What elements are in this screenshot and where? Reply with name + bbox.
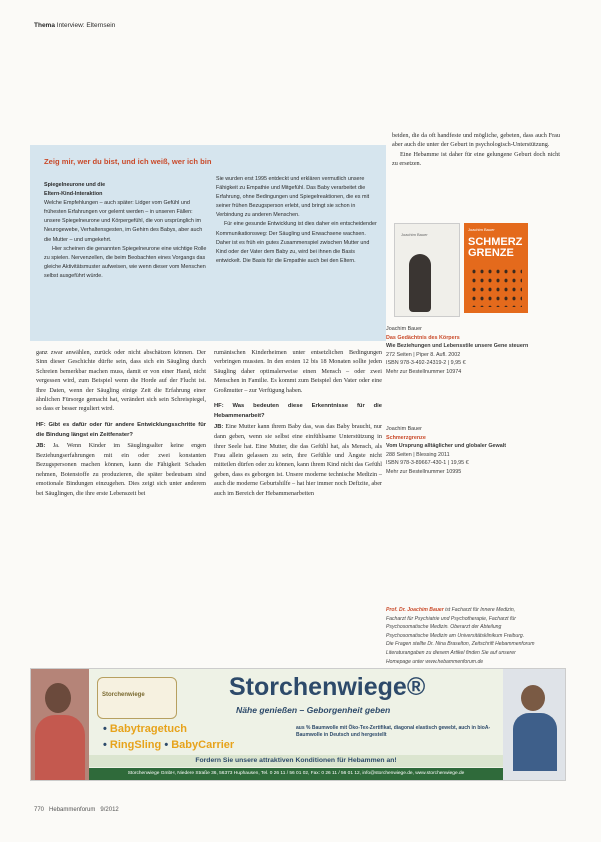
- info-box-paragraph: Für eine gesunde Entwicklung ist dies daher ein entscheidender Kommunikationsweg: Der Säugling und Erwachsene wachsen. Daher ist es früh ein gutes Zusammenspiel zwischen Mutter und Kind oder der Vater dem Baby zu, wird bei ihnen die Basis entwickelt. Die Basis für die Empathie auch bei den Eltern.: [216, 221, 377, 264]
- ad-contact-text: Storchenwiege GmbH, Niedere Straße 36, 56373 Huphausen, Tel. 0 26 11 / 56 01 02, Fax: 0 26 11 / 56 01 12, info@storchenwiege.de, www.storchenwiege.de: [127, 771, 465, 776]
- body-paragraph: ganz zwar anwählen, zurück oder nicht abschätzen können. Der Sinn dieser Geschichte dürfte sein, dass sich ein Säugling durch Schreien bemerkbar machen muss, damit er von einer Hand, nicht vergessen wird, zum Beispiel wenn die Horde auf der Flucht ist. Ihre Daten, wenn der Säugling einige Zeit die Erfahrung einer ähnlichen Fürsorge gemacht hat, verändert sich sein Schreispiegel, so dass er besser reguliert wird.: [36, 349, 206, 413]
- author-bio: ist Facharzt für Innere Medizin, Facharzt für Psychiatrie und Psychotherapie, Facharzt für Psychosomatische Medizin. Oberarzt der Abteilung Psychosomatische Medizin am Universitätsklinikum Freiburg.: [386, 607, 525, 639]
- info-box-paragraph: Sie wurden erst 1995 entdeckt und erklären vermutlich unsere Fähigkeit zu Empathie und Mitgefühl. Das Baby verarbeitet die Erfahrung, ohne Bedingungen und Spiegelreaktionen, die es mit seiner frühen Bezugsperson erlebt, und bringt sie schon in Verbindung zu anderen Menschen.: [216, 176, 370, 219]
- ad-tagline: Nähe genießen – Geborgenheit geben: [236, 705, 391, 715]
- ad-contact-bar: [89, 768, 503, 780]
- figures-pattern-image: [470, 267, 522, 307]
- body-paragraph: rumänischen Kinderheimen unter entsetzlichen Bedingungen verbringen mussten. In den ersten 12 bis 18 Monaten sollte jeden Säugling daher optimalerweise einen Mensch – oder zwei Menschen in Familie. Es kommt zum Beispiel den Vater oder eine Großmutter – zur Verfügung haben.: [214, 349, 382, 394]
- mother-baby-photo: [31, 669, 89, 780]
- info-box-heading-1: Spiegelneurone und die: [44, 182, 106, 188]
- book-cover-2: [464, 223, 528, 313]
- book-cover-title: SCHMERZ GRENZE: [468, 236, 523, 259]
- body-paragraph: Eine Hebamme ist daher für eine gelungene Geburt doch nicht zu ersetzen.: [392, 150, 560, 168]
- answer-text: Eine Mutter kann ihrem Baby das, was das Baby braucht, nur dann geben, wenn sie selbst eine einfühlsame Unterstützung in ihrer Seele hat. Eine Mutter, die das Gefühl hat, als Mensch, als Frau allein gelassen zu sein, ihre Gefühle und Ängste nicht mitteilen dürfen oder zu können, kann ihrem Kind nicht das Gefühl geben, dass es geborgen ist. Unsere moderne technische Medizin – auch die moderne Geburtshilfe – hat hier immer noch Defizite, aber auch im Bereich der Hebammenarbeiten: [214, 422, 383, 497]
- info-box-column-1: [44, 181, 208, 281]
- info-box: [30, 145, 386, 341]
- body-column-left: [36, 348, 206, 498]
- answer-text: Ja. Wenn Kinder im Säuglingsalter keine engen Beziehungserfahrungen mit ein oder zwei konstanten Bezugspersonen machen können, kann die Fähigkeit Schaden nehmen, Botenstoffe zu produzieren, die später bedeutsam sind emotionale Bindungen einzugehen. Dies zeigt sich unter anderem bei Säuglingen, die ihre erste Lebenszeit bei: [36, 441, 206, 497]
- book-details: 272 Seiten | Piper 8. Aufl. 2002: [386, 351, 461, 358]
- interviewer-credit: Die Fragen stellte Dr. Nina Braselton, Zeitschrift Hebammenforum: [386, 641, 535, 648]
- book-info-1: [386, 325, 536, 377]
- pregnant-silhouette-image: [409, 254, 431, 312]
- author-name: Prof. Dr. Joachim Bauer: [386, 607, 444, 613]
- magazine-name: Hebammenforum: [49, 807, 96, 813]
- answer-label: JB:: [214, 423, 224, 430]
- body-paragraph: beiden, die da oft handfeste und mögliche, gebeten, dass auch Frau aber auch die unter der Geburt in psychologisch-Unterstützung.: [392, 132, 560, 149]
- info-box-heading-2: Eltern-Kind-Interaktion: [44, 191, 103, 198]
- ad-brand-name: Storchenwiege®: [229, 673, 426, 701]
- question-text: Was bedeuten diese Erkenntnisse für die Hebammenarbeit?: [214, 403, 383, 420]
- question-label: HF:: [214, 403, 224, 410]
- brand-logo: [97, 677, 177, 719]
- book-isbn: ISBN 978-3-89667-430-1 | 19,95 €: [386, 460, 469, 467]
- brand-logo-text: Storchenwiege: [102, 692, 145, 698]
- book-subtitle: Vom Ursprung alltäglicher und globaler Gewalt: [386, 443, 507, 450]
- info-box-column-2: [216, 175, 380, 266]
- literature-note: Literaturangaben zu diesem Artikel finden Sie auf unserer Homepage unter www.hebammenforum.de: [386, 649, 516, 665]
- answer-label: JB:: [36, 442, 46, 449]
- book-title: Das Gedächtnis des Körpers: [386, 334, 460, 341]
- book-author: Joachim Bauer: [386, 426, 422, 432]
- author-note: [386, 606, 536, 666]
- book-isbn: ISBN 978-3-492-24319-2 | 9,95 €: [386, 360, 466, 367]
- section-label: Thema: [34, 22, 55, 29]
- info-box-paragraph: Hier scheinen die genannten Spiegelneurone eine wichtige Rolle zu spielen. Nervenzellen, die beim Beobachten eines Vorgangs das gleiche Aktivitätsmuster aufweisen, wie wenn dieser vom Menschen selbst ausgeführt würde.: [44, 245, 207, 279]
- book-cover-1: [394, 223, 460, 317]
- book-order: Mehr zur Bestellnummer 10974: [386, 368, 462, 375]
- father-baby-photo: [503, 669, 565, 780]
- page-footer: [34, 807, 119, 813]
- book-title: Schmerzgrenze: [386, 434, 426, 441]
- ad-products-line-1: • Babytragetuch: [103, 723, 187, 735]
- book-author: Joachim Bauer: [386, 326, 422, 332]
- product-name: Babytragetuch: [109, 723, 187, 735]
- book-cover-author: Joachim Bauer: [401, 232, 428, 237]
- book-cover-author: Joachim Bauer: [468, 227, 495, 232]
- advertisement[interactable]: [30, 668, 566, 781]
- topic-label: Interview: Elternsein: [56, 22, 116, 29]
- book-order: Mehr zur Bestellnummer 10995: [386, 468, 462, 475]
- product-name: RingSling: [109, 739, 162, 751]
- issue-number: 9/2012: [100, 807, 119, 813]
- running-head: [34, 22, 115, 29]
- product-name: BabyCarrier: [171, 739, 235, 751]
- page-number: 770: [34, 807, 45, 813]
- ad-products-line-2: • RingSling • BabyCarrier: [103, 739, 235, 751]
- book-subtitle: Wie Beziehungen und Lebensstile unsere Gene steuern: [386, 343, 529, 350]
- info-box-title: Zeig mir, wer du bist, und ich weiß, wer ich bin: [44, 157, 212, 166]
- ad-selling-points: aus % Baumwolle mit Öko-Tex-Zertifikat, diagonal elastisch gewebt, auch in bioA-Baumwolle in Deutsch und hergestellt: [296, 725, 491, 738]
- book-details: 288 Seiten | Blessing 2011: [386, 451, 450, 458]
- ad-offer-text: Fordern Sie unsere attraktiven Konditionen für Hebammen an!: [195, 757, 397, 764]
- book-info-2: [386, 425, 536, 477]
- ad-offer-bar: [89, 755, 503, 767]
- body-column-right-top: [392, 131, 560, 169]
- info-box-paragraph: Welche Empfehlungen – auch später: Lidger vom Gefühl und frühesten Erfahrungen vor gelernt werden – in unseren Fällen: unsere Spiegelneurone und Körpergefühl, die von ursprünglich im Neurogewebe, Verhaltensgesten, im Gehirn des Babys, aber auch die Mutter – und umgekehrt.: [44, 200, 203, 243]
- body-column-middle: [214, 348, 382, 498]
- question-label: HF:: [36, 421, 46, 428]
- question-text: Gibt es dafür oder für andere Entwicklungsschritte für die Bindung längst ein Zeitfenster?: [36, 421, 207, 439]
